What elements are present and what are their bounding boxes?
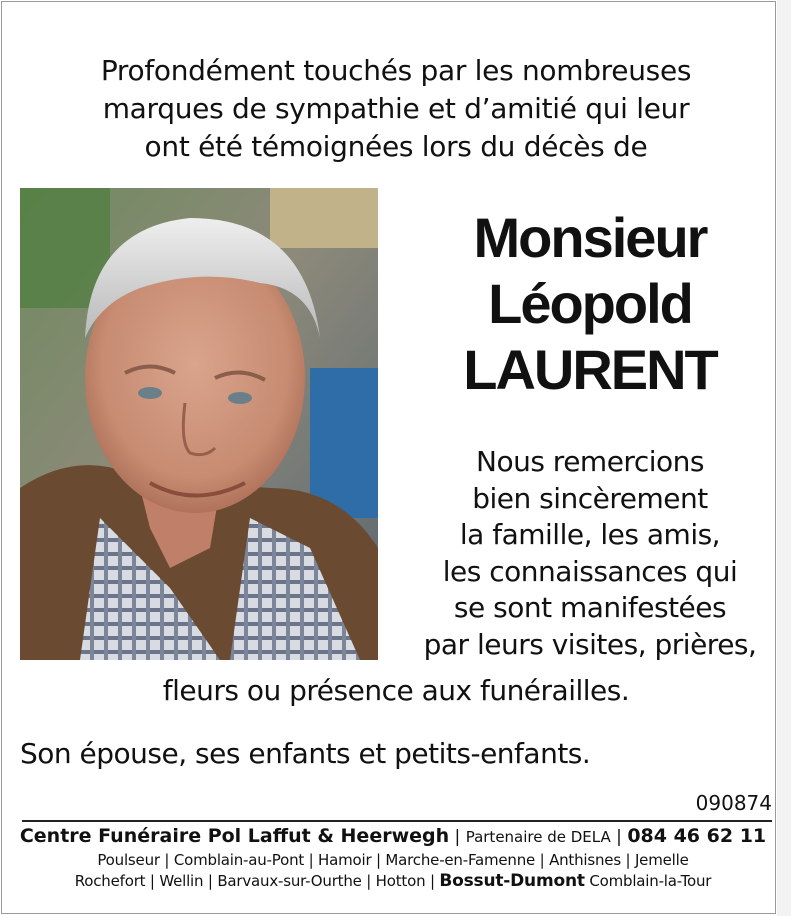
funeral-home-footer — [12, 823, 774, 892]
thanks-line: se sont manifestées — [453, 591, 727, 624]
footer-locations-1: Poulseur | Comblain-au-Pont | Hamoir | Marche-en-Famenne | Anthisnes | Jemelle — [97, 851, 689, 869]
partner-label: Partenaire de DELA — [465, 828, 611, 846]
separator: | — [610, 827, 628, 847]
separator: | — [449, 827, 466, 847]
thanks-text — [395, 444, 785, 663]
intro-line: Profondément touchés par les nombreuses — [100, 54, 692, 87]
thanks-line: Nous remercions — [476, 445, 704, 478]
intro-text — [20, 52, 772, 166]
intro-line: marques de sympathie et d’amitié qui leur — [102, 92, 690, 125]
partner-funeral-home: Bossut-Dumont — [439, 871, 585, 891]
name-last: LAURENT — [463, 338, 717, 401]
thanks-last-line: fleurs ou présence aux funérailles. — [162, 674, 630, 707]
partner-location: Comblain-la-Tour — [584, 872, 712, 890]
thanks-line: par leurs visites, prières, — [423, 627, 757, 661]
thanks-line: la famille, les amis, — [459, 518, 721, 551]
deceased-name — [395, 205, 785, 403]
phone-number: 084 46 62 11 — [627, 825, 767, 847]
name-title: Monsieur — [473, 206, 707, 269]
funeral-home-name: Centre Funéraire Pol Laffut & Heerwegh — [19, 825, 450, 847]
footer-divider — [22, 820, 772, 822]
footer-locations-2: Rochefort | Wellin | Barvaux-sur-Ourthe | Hotton | — [74, 872, 440, 890]
family-signature: Son épouse, ses enfants et petits-enfants. — [20, 737, 591, 770]
footer-line-3 — [12, 871, 774, 892]
name-first: Léopold — [488, 272, 692, 335]
intro-line: ont été témoignées lors du décès de — [144, 130, 648, 163]
portrait-photo — [20, 188, 378, 660]
footer-line-1 — [12, 823, 774, 850]
reference-number: 090874 — [695, 791, 772, 815]
thanks-line: bien sincèrement — [472, 481, 708, 515]
thanks-line: les connaissances qui — [442, 554, 738, 588]
